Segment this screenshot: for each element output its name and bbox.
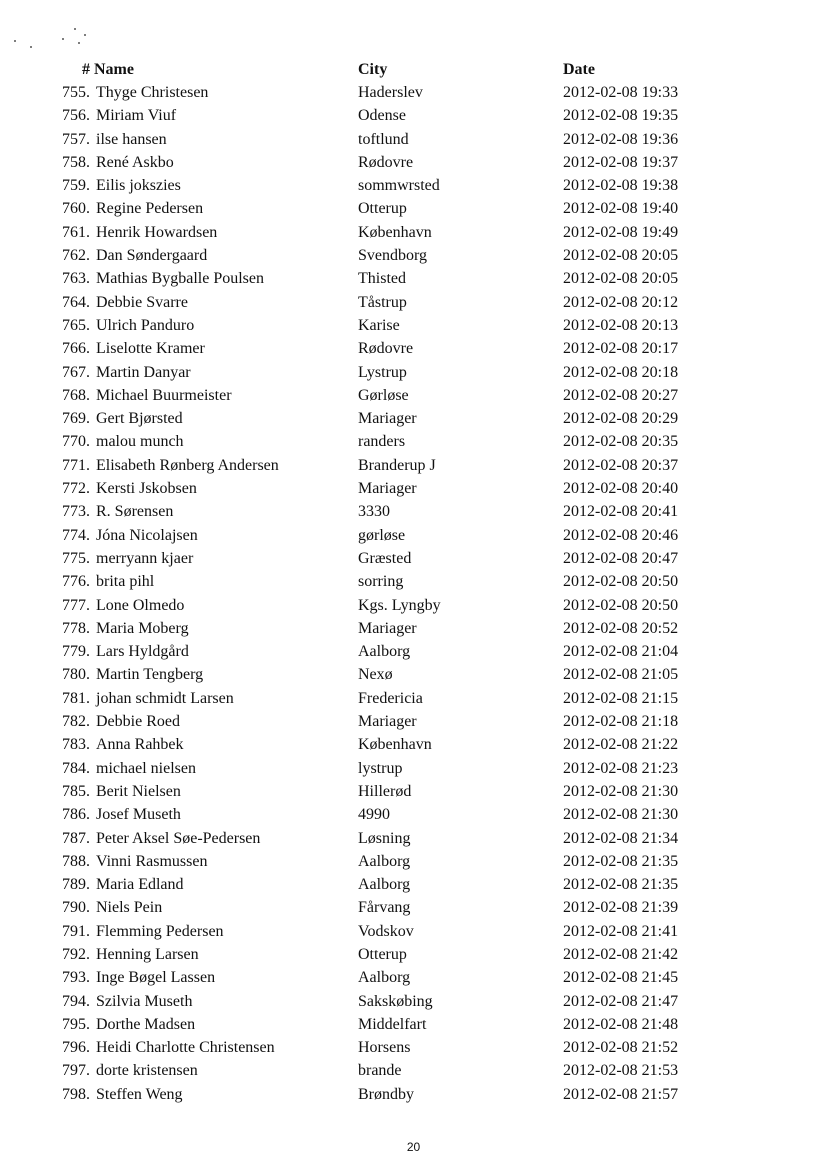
row-city: Rødovre (358, 153, 414, 171)
row-date: 2012-02-08 21:18 (563, 713, 679, 731)
table-row (0, 457, 827, 480)
row-name: Miriam Viuf (96, 107, 177, 125)
row-date: 2012-02-08 19:37 (563, 153, 679, 171)
row-city: sommwrsted (358, 177, 440, 195)
row-name: Debbie Svarre (96, 293, 188, 311)
table-row (0, 387, 827, 410)
row-number: 781. (62, 689, 90, 707)
row-date: 2012-02-08 21:23 (563, 759, 679, 777)
row-city: Fredericia (358, 689, 423, 707)
row-name: michael nielsen (96, 759, 196, 777)
row-number: 787. (62, 829, 90, 847)
row-date: 2012-02-08 21:47 (563, 992, 679, 1010)
row-city: Kgs. Lyngby (358, 596, 441, 614)
table-row (0, 340, 827, 363)
row-date: 2012-02-08 20:50 (563, 573, 679, 591)
row-city: Mariager (358, 410, 417, 428)
row-number: 761. (62, 223, 90, 241)
row-date: 2012-02-08 21:57 (563, 1085, 679, 1103)
row-name: Flemming Pedersen (96, 922, 224, 940)
table-row (0, 620, 827, 643)
signature-list (0, 84, 827, 1109)
row-name: René Askbo (96, 153, 174, 171)
row-city: Løsning (358, 829, 411, 847)
row-date: 2012-02-08 21:53 (563, 1062, 679, 1080)
row-number: 764. (62, 293, 90, 311)
row-name: Lone Olmedo (96, 596, 185, 614)
row-number: 765. (62, 316, 90, 334)
row-city: Vodskov (358, 922, 414, 940)
row-name: Regine Pedersen (96, 200, 204, 218)
row-date: 2012-02-08 21:34 (563, 829, 679, 847)
row-city: Aalborg (358, 969, 411, 987)
row-number: 790. (62, 899, 90, 917)
header-name: # Name (82, 61, 134, 78)
table-row (0, 969, 827, 992)
row-city: Haderslev (358, 84, 423, 101)
row-city: Sakskøbing (358, 992, 433, 1010)
row-date: 2012-02-08 20:47 (563, 549, 679, 567)
row-name: Michael Buurmeister (96, 386, 232, 404)
table-row (0, 666, 827, 689)
row-name: Elisabeth Rønberg Andersen (96, 456, 279, 474)
row-number: 797. (62, 1062, 90, 1080)
row-city: Fårvang (358, 899, 411, 917)
row-city: Nexø (358, 666, 393, 684)
table-row (0, 573, 827, 596)
row-city: Hillerød (358, 782, 412, 800)
row-city: Brøndby (358, 1085, 414, 1103)
row-number: 777. (62, 596, 90, 614)
row-city: Karise (358, 316, 400, 334)
row-number: 785. (62, 782, 90, 800)
row-number: 798. (62, 1085, 90, 1103)
row-date: 2012-02-08 20:37 (563, 456, 679, 474)
row-name: malou munch (96, 433, 184, 451)
row-number: 778. (62, 619, 90, 637)
row-number: 768. (62, 386, 90, 404)
row-name: Liselotte Kramer (96, 340, 205, 358)
row-date: 2012-02-08 21:05 (563, 666, 679, 684)
row-date: 2012-02-08 21:45 (563, 969, 679, 987)
row-number: 766. (62, 340, 90, 358)
row-date: 2012-02-08 20:40 (563, 480, 679, 498)
row-name: brita pihl (96, 573, 155, 591)
table-row (0, 107, 827, 130)
row-name: Maria Moberg (96, 619, 189, 637)
table-row (0, 177, 827, 200)
row-date: 2012-02-08 19:40 (563, 200, 679, 218)
row-name: Jóna Nicolajsen (96, 526, 198, 544)
table-row (0, 1016, 827, 1039)
row-date: 2012-02-08 21:41 (563, 922, 679, 940)
row-date: 2012-02-08 19:33 (563, 84, 679, 101)
table-row (0, 876, 827, 899)
row-number: 770. (62, 433, 90, 451)
row-number: 793. (62, 969, 90, 987)
row-city: Lystrup (358, 363, 407, 381)
row-name: Szilvia Museth (96, 992, 193, 1010)
row-date: 2012-02-08 21:30 (563, 782, 679, 800)
table-row (0, 317, 827, 340)
row-name: Josef Museth (96, 806, 181, 824)
row-city: Mariager (358, 480, 417, 498)
row-city: 4990 (358, 806, 390, 824)
row-number: 774. (62, 526, 90, 544)
table-row (0, 550, 827, 573)
row-number: 773. (62, 503, 90, 521)
row-number: 796. (62, 1039, 90, 1057)
row-name: Henrik Howardsen (96, 223, 218, 241)
row-city: gørløse (358, 526, 406, 544)
row-number: 758. (62, 153, 90, 171)
row-city: Branderup J (358, 456, 436, 474)
row-name: Martin Danyar (96, 363, 191, 381)
row-number: 769. (62, 410, 90, 428)
row-number: 757. (62, 130, 90, 148)
row-name: Dorthe Madsen (96, 1015, 196, 1033)
row-number: 767. (62, 363, 90, 381)
row-number: 760. (62, 200, 90, 218)
table-row (0, 946, 827, 969)
table-row (0, 1086, 827, 1109)
table-row (0, 480, 827, 503)
row-number: 791. (62, 922, 90, 940)
row-city: sorring (358, 573, 404, 591)
row-date: 2012-02-08 20:35 (563, 433, 679, 451)
row-date: 2012-02-08 20:05 (563, 247, 679, 265)
table-row (0, 643, 827, 666)
row-city: 3330 (358, 503, 390, 521)
row-name: Ulrich Panduro (96, 316, 195, 334)
row-name: Thyge Christesen (96, 84, 209, 101)
row-date: 2012-02-08 21:04 (563, 643, 679, 661)
page-number: 20 (406, 1140, 421, 1154)
row-city: Thisted (358, 270, 406, 288)
row-name: Inge Bøgel Lassen (96, 969, 216, 987)
row-date: 2012-02-08 20:41 (563, 503, 679, 521)
row-name: Maria Edland (96, 876, 184, 894)
table-row (0, 154, 827, 177)
row-name: Martin Tengberg (96, 666, 204, 684)
row-date: 2012-02-08 20:52 (563, 619, 679, 637)
header-date: Date (563, 61, 595, 78)
row-number: 783. (62, 736, 90, 754)
row-city: randers (358, 433, 406, 451)
table-row (0, 247, 827, 270)
row-name: Dan Søndergaard (96, 247, 208, 265)
row-name: Berit Nielsen (96, 782, 181, 800)
row-number: 755. (62, 84, 90, 101)
row-date: 2012-02-08 20:46 (563, 526, 679, 544)
row-number: 759. (62, 177, 90, 195)
row-date: 2012-02-08 20:50 (563, 596, 679, 614)
row-date: 2012-02-08 21:30 (563, 806, 679, 824)
table-row (0, 806, 827, 829)
row-date: 2012-02-08 20:27 (563, 386, 679, 404)
row-number: 780. (62, 666, 90, 684)
table-row (0, 84, 827, 107)
row-name: Eilis jokszies (96, 177, 181, 195)
table-row (0, 200, 827, 223)
row-name: Gert Bjørsted (96, 410, 183, 428)
row-number: 782. (62, 713, 90, 731)
row-city: Aalborg (358, 852, 411, 870)
row-city: Svendborg (358, 247, 428, 265)
table-row (0, 294, 827, 317)
row-date: 2012-02-08 20:05 (563, 270, 679, 288)
table-row (0, 364, 827, 387)
row-number: 776. (62, 573, 90, 591)
row-date: 2012-02-08 21:42 (563, 945, 679, 963)
row-city: Aalborg (358, 876, 411, 894)
row-city: København (358, 736, 432, 754)
table-row (0, 830, 827, 853)
row-number: 756. (62, 107, 90, 125)
row-city: brande (358, 1062, 402, 1080)
row-name: Henning Larsen (96, 945, 199, 963)
row-date: 2012-02-08 21:39 (563, 899, 679, 917)
table-row (0, 1039, 827, 1062)
scan-specks (0, 0, 110, 60)
table-row (0, 899, 827, 922)
row-city: Tåstrup (358, 293, 407, 311)
row-city: Otterup (358, 945, 407, 963)
row-date: 2012-02-08 19:35 (563, 107, 679, 125)
table-row (0, 597, 827, 620)
row-city: Otterup (358, 200, 407, 218)
table-row (0, 270, 827, 293)
row-city: Gørløse (358, 386, 409, 404)
row-name: Lars Hyldgård (96, 643, 189, 661)
row-name: Niels Pein (96, 899, 163, 917)
row-date: 2012-02-08 19:36 (563, 130, 679, 148)
row-number: 795. (62, 1015, 90, 1033)
row-date: 2012-02-08 21:22 (563, 736, 679, 754)
row-number: 762. (62, 247, 90, 265)
header-city: City (358, 61, 388, 78)
row-date: 2012-02-08 20:17 (563, 340, 679, 358)
row-city: Middelfart (358, 1015, 427, 1033)
row-name: dorte kristensen (96, 1062, 198, 1080)
row-number: 789. (62, 876, 90, 894)
row-date: 2012-02-08 20:12 (563, 293, 679, 311)
row-number: 784. (62, 759, 90, 777)
row-name: Heidi Charlotte Christensen (96, 1039, 275, 1057)
table-row (0, 224, 827, 247)
row-city: Aalborg (358, 643, 411, 661)
table-row (0, 993, 827, 1016)
row-name: Kersti Jskobsen (96, 480, 197, 498)
row-date: 2012-02-08 20:18 (563, 363, 679, 381)
row-name: Mathias Bygballe Poulsen (96, 270, 264, 288)
row-number: 794. (62, 992, 90, 1010)
table-row (0, 410, 827, 433)
row-name: Steffen Weng (96, 1085, 183, 1103)
row-name: R. Sørensen (96, 503, 174, 521)
row-date: 2012-02-08 20:13 (563, 316, 679, 334)
table-row (0, 131, 827, 154)
row-date: 2012-02-08 21:52 (563, 1039, 679, 1057)
row-number: 788. (62, 852, 90, 870)
table-row (0, 923, 827, 946)
row-name: merryann kjaer (96, 549, 194, 567)
row-city: Horsens (358, 1039, 411, 1057)
row-date: 2012-02-08 21:48 (563, 1015, 679, 1033)
row-city: toftlund (358, 130, 409, 148)
table-row (0, 760, 827, 783)
row-city: Mariager (358, 713, 417, 731)
table-row (0, 1062, 827, 1085)
row-date: 2012-02-08 21:35 (563, 876, 679, 894)
row-name: johan schmidt Larsen (96, 689, 234, 707)
table-row (0, 736, 827, 759)
row-name: Debbie Roed (96, 713, 180, 731)
row-name: Vinni Rasmussen (96, 852, 208, 870)
row-city: Odense (358, 107, 406, 125)
row-city: København (358, 223, 432, 241)
row-date: 2012-02-08 20:29 (563, 410, 679, 428)
row-number: 763. (62, 270, 90, 288)
row-number: 786. (62, 806, 90, 824)
table-row (0, 690, 827, 713)
row-number: 772. (62, 480, 90, 498)
row-city: Græsted (358, 549, 412, 567)
row-number: 775. (62, 549, 90, 567)
row-city: Rødovre (358, 340, 414, 358)
table-header (0, 61, 827, 83)
table-row (0, 527, 827, 550)
row-number: 771. (62, 456, 90, 474)
table-row (0, 503, 827, 526)
row-city: Mariager (358, 619, 417, 637)
row-number: 792. (62, 945, 90, 963)
table-row (0, 853, 827, 876)
row-city: lystrup (358, 759, 403, 777)
table-row (0, 713, 827, 736)
table-row (0, 783, 827, 806)
row-name: Anna Rahbek (96, 736, 184, 754)
row-date: 2012-02-08 21:35 (563, 852, 679, 870)
row-date: 2012-02-08 19:49 (563, 223, 679, 241)
row-date: 2012-02-08 19:38 (563, 177, 679, 195)
row-name: Peter Aksel Søe-Pedersen (96, 829, 261, 847)
table-row (0, 433, 827, 456)
row-date: 2012-02-08 21:15 (563, 689, 679, 707)
row-number: 779. (62, 643, 90, 661)
row-name: ilse hansen (96, 130, 167, 148)
